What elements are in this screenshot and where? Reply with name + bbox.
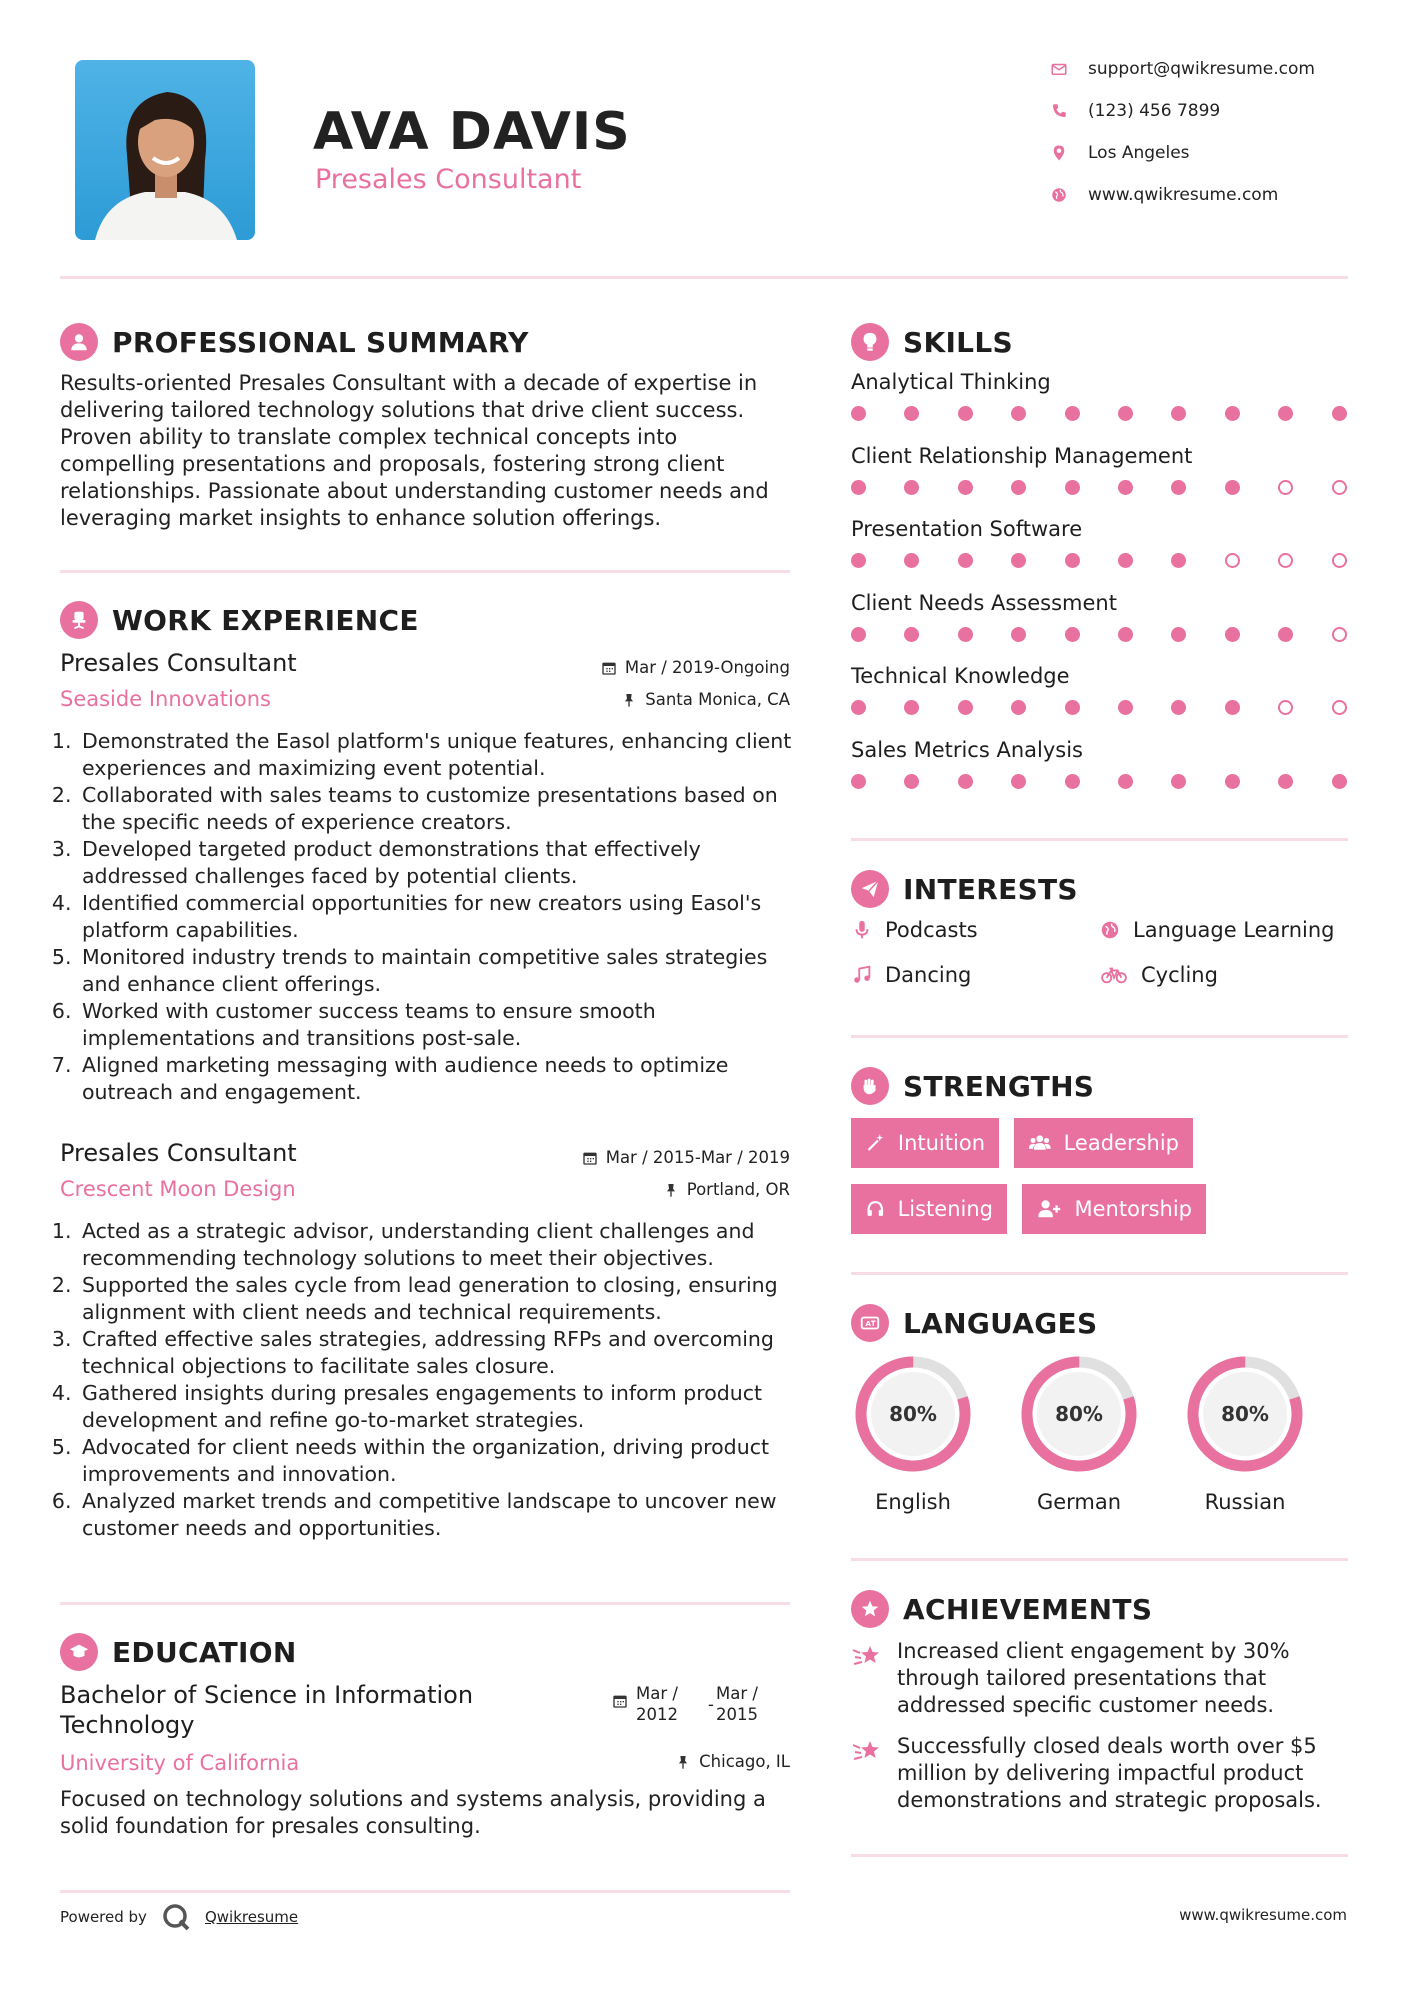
contact-website-text: www.qwikresume.com (1088, 185, 1279, 205)
lightbulb-icon (851, 323, 889, 361)
rating-dot-filled (1065, 553, 1080, 568)
interest-podcasts (851, 918, 978, 942)
education-location (500, 1752, 790, 1771)
language-name: German (1036, 1490, 1122, 1514)
user-icon (60, 323, 98, 361)
list-item: 1. Acted as a strategic advisor, understanding client challenges and recommending technology solutions to meet their objectives. (78, 1218, 808, 1272)
contact-email[interactable] (1050, 59, 1315, 79)
globe-icon (1050, 186, 1068, 204)
rating-dot-filled (1011, 774, 1026, 789)
rating-dot-filled (904, 627, 919, 642)
achievements-heading (851, 1590, 1152, 1628)
calendar-icon (582, 1150, 598, 1166)
rating-dot-filled (1065, 406, 1080, 421)
pushpin-icon (663, 1182, 679, 1198)
pushpin-icon (621, 692, 637, 708)
job-2-date (500, 1148, 790, 1167)
magic-wand-icon (865, 1132, 886, 1154)
achievement-item (851, 1733, 1351, 1814)
qwikresume-logo-icon (161, 1902, 191, 1932)
rating-dot-filled (1332, 774, 1347, 789)
rating-dot-filled (851, 553, 866, 568)
globe-icon (1099, 919, 1121, 941)
list-item: 2. Supported the sales cycle from lead generation to closing, ensuring alignment with client needs and technical requirements. (78, 1272, 808, 1326)
star-badge-icon (851, 1590, 889, 1628)
footer-url[interactable]: www.qwikresume.com (1179, 1906, 1347, 1924)
powered-by-label: Powered by (60, 1908, 147, 1926)
rating-dot-filled (1011, 627, 1026, 642)
rating-dot-filled (1065, 627, 1080, 642)
job-2-title: Presales Consultant (60, 1139, 297, 1167)
contact-location (1050, 143, 1190, 163)
contact-phone[interactable] (1050, 101, 1220, 121)
paper-plane-icon (851, 870, 889, 908)
rating-dot-filled (904, 700, 919, 715)
strength-label: Intuition (897, 1131, 985, 1155)
list-item: 7. Aligned marketing messaging with audience needs to optimize outreach and engagement. (78, 1052, 808, 1106)
rating-dot-filled (1118, 627, 1133, 642)
rating-dot-filled (1065, 774, 1080, 789)
strength-leadership (1014, 1118, 1193, 1168)
education-description: Focused on technology solutions and systems analysis, providing a solid foundation for presales consulting. (60, 1787, 766, 1838)
rating-dot-filled (851, 627, 866, 642)
job-1-date (500, 658, 790, 677)
rating-dot-filled (1011, 553, 1026, 568)
summary-heading (60, 323, 529, 361)
strength-intuition (851, 1118, 999, 1168)
job-1-location (500, 690, 790, 709)
experience-divider (60, 1602, 790, 1605)
qwikresume-link[interactable]: Qwikresume (204, 1908, 299, 1926)
job-1-title: Presales Consultant (60, 649, 297, 677)
language-percent: 80% (1055, 1402, 1103, 1426)
list-item: 4. Identified commercial opportunities for new creators using Easol's platform capabilities. (78, 890, 808, 944)
rating-dot-filled (1332, 406, 1347, 421)
contact-website[interactable] (1050, 185, 1278, 205)
calendar-icon (601, 660, 617, 676)
phone-icon (1050, 102, 1068, 120)
rating-dot-filled (1225, 774, 1240, 789)
interest-language-learning (1099, 918, 1334, 942)
rating-dot-filled (1011, 480, 1026, 495)
education-heading (60, 1633, 297, 1671)
education-title: EDUCATION (112, 1635, 297, 1669)
education-divider (60, 1890, 790, 1893)
achievement-text: Successfully closed deals worth over $5 million by delivering impactful product demonstrations and strategic proposals. (897, 1734, 1322, 1812)
education-date-end: Mar / 2015 (716, 1684, 758, 1724)
language-name: Russian (1204, 1490, 1286, 1514)
rating-dot-empty (1278, 480, 1293, 495)
languages-heading (851, 1304, 1097, 1342)
experience-title: WORK EXPERIENCE (112, 603, 419, 637)
rating-dot-empty (1332, 553, 1347, 568)
education-school: University of California (60, 1751, 300, 1775)
achievement-text: Increased client engagement by 30% through tailored presentations that addressed specific customer needs. (897, 1639, 1290, 1717)
skill-rating (851, 774, 1348, 794)
education-date-separator: - (708, 1695, 714, 1714)
shooting-star-icon (851, 1640, 883, 1672)
rating-dot-empty (1225, 553, 1240, 568)
rating-dot-filled (904, 553, 919, 568)
language-item (1017, 1352, 1141, 1514)
rating-dot-filled (1011, 406, 1026, 421)
strength-label: Leadership (1063, 1131, 1179, 1155)
rating-dot-filled (904, 480, 919, 495)
rating-dot-filled (1065, 700, 1080, 715)
skill-name: Sales Metrics Analysis (851, 737, 1083, 762)
skill-name: Client Needs Assessment (851, 590, 1117, 615)
strength-label: Mentorship (1074, 1197, 1192, 1221)
rating-dot-filled (1118, 774, 1133, 789)
rating-dot-empty (1332, 700, 1347, 715)
list-item: 3. Developed targeted product demonstrations that effectively addressed challenges faced by potential clients. (78, 836, 808, 890)
rating-dot-filled (1118, 480, 1133, 495)
contact-email-text: support@qwikresume.com (1088, 59, 1315, 79)
rating-dot-filled (958, 406, 973, 421)
rating-dot-filled (851, 480, 866, 495)
skill-rating (851, 553, 1348, 573)
contact-location-text: Los Angeles (1088, 143, 1190, 163)
skill-name: Analytical Thinking (851, 370, 1051, 394)
rating-dot-empty (1278, 700, 1293, 715)
rating-dot-filled (1171, 774, 1186, 789)
rating-dot-filled (1278, 406, 1293, 421)
shooting-star-icon (851, 1735, 883, 1767)
rating-dot-filled (1278, 627, 1293, 642)
rating-dot-filled (958, 627, 973, 642)
skill-rating (851, 700, 1348, 720)
job-1-responsibilities (60, 728, 808, 1106)
skills-title: SKILLS (903, 325, 1013, 359)
headphones-icon (865, 1198, 886, 1220)
achievement-item (851, 1638, 1351, 1719)
achievements-title: ACHIEVEMENTS (903, 1592, 1153, 1626)
interests-title: INTERESTS (903, 872, 1078, 906)
candidate-name: AVA DAVIS (313, 102, 631, 162)
rating-dot-empty (1332, 480, 1347, 495)
rating-dot-filled (1225, 406, 1240, 421)
pushpin-icon (675, 1754, 691, 1770)
calendar-icon (612, 1693, 628, 1709)
strength-listening (851, 1184, 1007, 1234)
interest-cycling (1099, 963, 1218, 987)
chair-icon (60, 601, 98, 639)
language-item (851, 1352, 975, 1514)
job-1-location-text: Santa Monica, CA (645, 690, 790, 709)
microphone-icon (851, 919, 873, 941)
bicycle-icon (1099, 964, 1129, 986)
profile-photo (75, 60, 255, 240)
rating-dot-filled (1118, 553, 1133, 568)
skill-rating (851, 480, 1348, 500)
rating-dot-filled (958, 774, 973, 789)
rating-dot-filled (1278, 774, 1293, 789)
job-2-company: Crescent Moon Design (60, 1177, 296, 1201)
interest-label: Language Learning (1133, 918, 1335, 942)
job-2-location (500, 1180, 790, 1199)
languages-title: LANGUAGES (903, 1306, 1098, 1340)
list-item: 6. Worked with customer success teams to ensure smooth implementations and transitions post-sale. (78, 998, 808, 1052)
interest-dancing (851, 963, 971, 987)
candidate-role: Presales Consultant (315, 164, 582, 195)
music-note-icon (851, 964, 873, 986)
rating-dot-empty (1332, 627, 1347, 642)
rating-dot-filled (1225, 627, 1240, 642)
education-location-text: Chicago, IL (699, 1752, 790, 1771)
rating-dot-filled (1225, 700, 1240, 715)
languages-divider (851, 1558, 1348, 1561)
interests-heading (851, 870, 1078, 908)
summary-divider (60, 570, 790, 573)
skills-divider (851, 838, 1348, 841)
rating-dot-filled (1011, 700, 1026, 715)
list-item: 5. Monitored industry trends to maintain competitive sales strategies and enhance client offerings. (78, 944, 808, 998)
language-percent: 80% (889, 1402, 937, 1426)
job-2-location-text: Portland, OR (686, 1180, 790, 1199)
list-item: 3. Crafted effective sales strategies, addressing RFPs and overcoming technical objections to facilitate sales closure. (78, 1326, 808, 1380)
strength-label: Listening (897, 1197, 993, 1221)
experience-heading (60, 601, 419, 639)
rating-dot-empty (1278, 553, 1293, 568)
interests-divider (851, 1035, 1348, 1038)
language-percent: 80% (1221, 1402, 1269, 1426)
location-pin-icon (1050, 144, 1068, 162)
rating-dot-filled (1171, 406, 1186, 421)
powered-by (60, 1902, 298, 1932)
rating-dot-filled (1065, 480, 1080, 495)
strengths-title: STRENGTHS (903, 1069, 1095, 1103)
job-2-responsibilities (60, 1218, 808, 1542)
skill-rating (851, 406, 1348, 426)
header-divider (60, 276, 1348, 279)
group-icon (1028, 1132, 1052, 1154)
rating-dot-filled (851, 406, 866, 421)
rating-dot-filled (1171, 480, 1186, 495)
job-2-date-text: Mar / 2015-Mar / 2019 (605, 1148, 790, 1167)
rating-dot-filled (1171, 627, 1186, 642)
rating-dot-filled (851, 700, 866, 715)
list-item: 2. Collaborated with sales teams to customize presentations based on the specific needs of experience creators. (78, 782, 808, 836)
skills-heading (851, 323, 1013, 361)
svg-text:A: A (865, 1319, 872, 1329)
strength-mentorship (1022, 1184, 1206, 1234)
list-item: 4. Gathered insights during presales engagements to inform product development and refine go-to-market strategies. (78, 1380, 808, 1434)
achievements-divider (851, 1854, 1348, 1857)
language-name: English (875, 1490, 951, 1514)
rating-dot-filled (958, 700, 973, 715)
interest-label: Cycling (1141, 963, 1218, 987)
summary-text: Results-oriented Presales Consultant with a decade of expertise in delivering tailored technology solutions that drive client success. Proven ability to translate complex technical concepts into compelling presentations and proposals, fostering strong client relationships. Passionate about understanding customer needs and leveraging market insights to enhance solution offerings. (60, 371, 769, 530)
rating-dot-filled (1118, 406, 1133, 421)
mail-icon (1050, 60, 1068, 78)
list-item: 1. Demonstrated the Easol platform's unique features, enhancing client experiences and maximizing event potential. (78, 728, 808, 782)
summary-title: PROFESSIONAL SUMMARY (112, 325, 529, 359)
rating-dot-filled (1225, 480, 1240, 495)
rating-dot-filled (1171, 553, 1186, 568)
fist-icon (851, 1067, 889, 1105)
language-item (1183, 1352, 1307, 1514)
job-1-company: Seaside Innovations (60, 687, 271, 711)
skill-name: Client Relationship Management (851, 443, 1193, 468)
job-1-date-text: Mar / 2019-Ongoing (624, 658, 790, 677)
rating-dot-filled (851, 774, 866, 789)
skill-name: Technical Knowledge (851, 664, 1070, 688)
interest-label: Podcasts (885, 918, 978, 942)
rating-dot-filled (1118, 700, 1133, 715)
education-date-start: Mar / 2012 (636, 1684, 678, 1724)
user-plus-icon (1036, 1198, 1063, 1220)
graduation-icon (60, 1633, 98, 1671)
list-item: 6. Analyzed market trends and competitive landscape to uncover new customer needs and opportunities. (78, 1488, 808, 1542)
strengths-heading (851, 1067, 1094, 1105)
contact-phone-text: (123) 456 7899 (1088, 101, 1221, 121)
education-degree: Bachelor of Science in Information Technology (60, 1681, 474, 1739)
skill-rating (851, 627, 1348, 647)
rating-dot-filled (904, 406, 919, 421)
rating-dot-filled (1171, 700, 1186, 715)
skill-name: Presentation Software (851, 517, 1083, 541)
translate-icon (851, 1304, 889, 1342)
strengths-divider (851, 1272, 1348, 1275)
list-item: 5. Advocated for client needs within the organization, driving product improvements and innovation. (78, 1434, 808, 1488)
interest-label: Dancing (885, 963, 972, 987)
rating-dot-filled (904, 774, 919, 789)
rating-dot-filled (958, 553, 973, 568)
rating-dot-filled (958, 480, 973, 495)
